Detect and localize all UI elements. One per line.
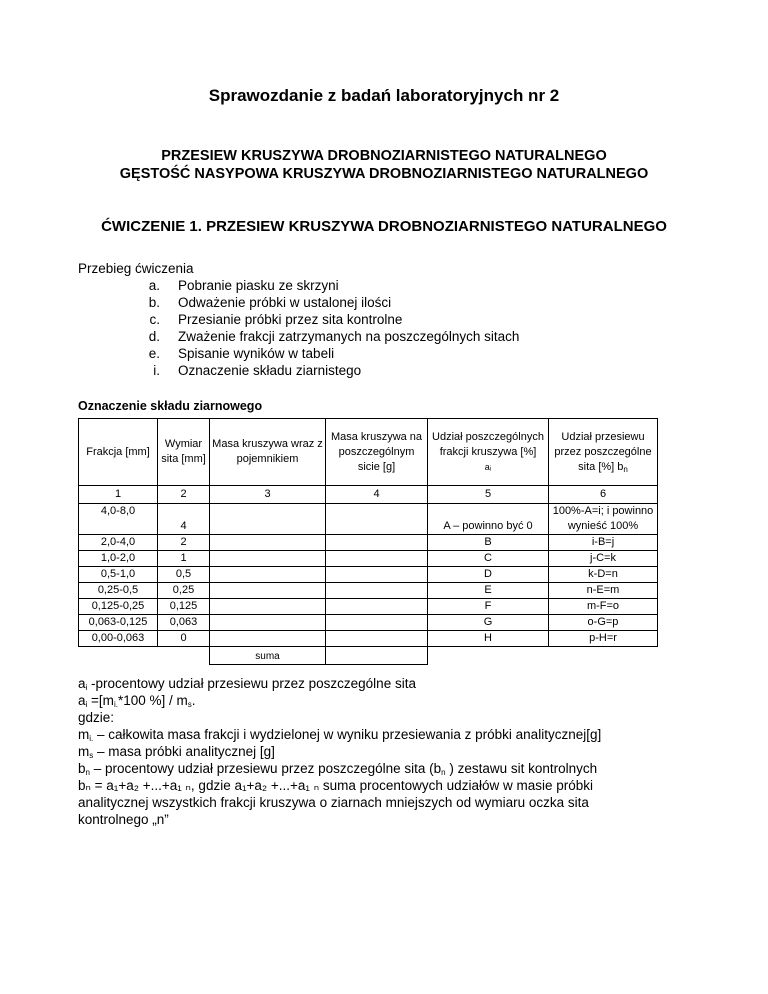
frac-cell: 0,125-0,25 bbox=[79, 599, 158, 615]
c6-cell: m-F=o bbox=[549, 599, 658, 615]
sieve-cell: 0,5 bbox=[158, 567, 210, 583]
empty-cell bbox=[210, 504, 326, 535]
sieve-cell: 0 bbox=[158, 631, 210, 647]
sum-label: suma bbox=[210, 647, 326, 665]
c5-cell: D bbox=[428, 567, 549, 583]
table-header-row bbox=[79, 419, 658, 486]
c6-cell: 100%-A=i; i powinno wynieść 100% bbox=[549, 504, 658, 535]
column-number-row bbox=[79, 486, 658, 504]
c5-cell: G bbox=[428, 615, 549, 631]
step-item: e. Spisanie wyników w tabeli bbox=[148, 346, 335, 361]
header-udzial: Udział poszczególnych frakcji kruszywa [%] aᵢ bbox=[428, 419, 549, 486]
note-line: $m_{i.}$ – całkowita masa frakcji i wydzielonej w wyniku przesiewania z próbki analitycznej[g] bbox=[78, 727, 602, 743]
table-row bbox=[79, 535, 658, 551]
frac-cell: 4,0-8,0 bbox=[79, 504, 158, 535]
c5-cell: E bbox=[428, 583, 549, 599]
note-line: $a_i$ -procentowy udział przesiewu przez poszczególne sita bbox=[78, 676, 416, 692]
frac-cell: 2,0-4,0 bbox=[79, 535, 158, 551]
subtitle-2: GĘSTOŚĆ NASYPOWA KRUSZYWA DROBNOZIARNISTEGO NATURALNEGO bbox=[119, 166, 649, 182]
blank-cell bbox=[549, 647, 658, 665]
note-line: $b_n$ – procentowy udział przesiewu przez poszczególne sita ($b_n$ ) zestawu sit kontrolnych bbox=[78, 761, 598, 777]
header-frakcja: Frakcja [mm] bbox=[79, 419, 158, 486]
empty-cell bbox=[326, 551, 428, 567]
step-item: i. Oznaczenie składu ziarnistego bbox=[153, 363, 362, 378]
subtitle-1: PRZESIEW KRUSZYWA DROBNOZIARNISTEGO NATURALNEGO bbox=[161, 148, 607, 164]
c6-cell: p-H=r bbox=[549, 631, 658, 647]
table-row bbox=[79, 504, 658, 535]
header-wymiar: Wymiar sita [mm] bbox=[158, 419, 210, 486]
col-number: 6 bbox=[549, 486, 658, 504]
empty-cell bbox=[210, 583, 326, 599]
note-line: analitycznej wszystkich frakcji kruszywa o ziarnach mniejszych od wymiaru oczka sita bbox=[78, 795, 589, 810]
note-line: gdzie: bbox=[78, 710, 115, 725]
empty-cell bbox=[210, 535, 326, 551]
step-item: c. Przesianie próbki przez sita kontrolne bbox=[149, 312, 403, 327]
empty-cell bbox=[210, 599, 326, 615]
sieve-cell: 0,063 bbox=[158, 615, 210, 631]
note-line: bₙ = a₁+a₂ +...+a₁ ₙ, gdzie a₁+a₂ +...+a₁ ₙ suma procentowych udziałów w masie próbki bbox=[78, 778, 593, 793]
table-row bbox=[79, 631, 658, 647]
empty-cell bbox=[326, 567, 428, 583]
sieve-cell: 0,25 bbox=[158, 583, 210, 599]
table-row bbox=[79, 583, 658, 599]
frac-cell: 0,00-0,063 bbox=[79, 631, 158, 647]
empty-cell bbox=[210, 631, 326, 647]
frac-cell: 0,063-0,125 bbox=[79, 615, 158, 631]
sum-value bbox=[326, 647, 428, 665]
col-number: 4 bbox=[326, 486, 428, 504]
table-row bbox=[79, 551, 658, 567]
step-item: b. Odważenie próbki w ustalonej ilości bbox=[148, 295, 392, 310]
blank-cell bbox=[79, 647, 158, 665]
table-row bbox=[79, 567, 658, 583]
empty-cell bbox=[326, 599, 428, 615]
c5-cell: F bbox=[428, 599, 549, 615]
c6-cell: n-E=m bbox=[549, 583, 658, 599]
note-line: $m_s$ – masa próbki analitycznej [g] bbox=[78, 744, 275, 760]
frac-cell: 1,0-2,0 bbox=[79, 551, 158, 567]
c5-cell: B bbox=[428, 535, 549, 551]
c5-cell: A – powinno być 0 bbox=[428, 504, 549, 535]
col-number: 3 bbox=[210, 486, 326, 504]
c6-cell: i-B=j bbox=[549, 535, 658, 551]
report-title: Sprawozdanie z badań laboratoryjnych nr 2 bbox=[208, 86, 560, 105]
blank-cell bbox=[158, 647, 210, 665]
c6-cell: j-C=k bbox=[549, 551, 658, 567]
empty-cell bbox=[326, 583, 428, 599]
empty-cell bbox=[326, 504, 428, 535]
sieve-cell: 2 bbox=[158, 535, 210, 551]
c6-cell: o-G=p bbox=[549, 615, 658, 631]
note-line: kontrolnego „n” bbox=[78, 812, 169, 827]
empty-cell bbox=[210, 567, 326, 583]
sieve-table bbox=[78, 418, 658, 665]
exercise-heading: ĆWICZENIE 1. PRZESIEW KRUSZYWA DROBNOZIARNISTEGO NATURALNEGO bbox=[101, 218, 667, 235]
frac-cell: 0,25-0,5 bbox=[79, 583, 158, 599]
empty-cell bbox=[210, 615, 326, 631]
empty-cell bbox=[326, 631, 428, 647]
c5-cell: C bbox=[428, 551, 549, 567]
header-masa-pojemnik: Masa kruszywa wraz z pojemnikiem bbox=[210, 419, 326, 486]
sieve-cell: 1 bbox=[158, 551, 210, 567]
step-item: d. Zważenie frakcji zatrzymanych na poszczególnych sitach bbox=[148, 329, 520, 344]
empty-cell bbox=[326, 535, 428, 551]
frac-cell: 0,5-1,0 bbox=[79, 567, 158, 583]
col-number: 1 bbox=[79, 486, 158, 504]
col-number: 5 bbox=[428, 486, 549, 504]
table-row bbox=[79, 599, 658, 615]
header-masa-sito: Masa kruszywa na poszczególnym sicie [g] bbox=[326, 419, 428, 486]
empty-cell bbox=[210, 551, 326, 567]
c6-cell: k-D=n bbox=[549, 567, 658, 583]
table-row bbox=[79, 615, 658, 631]
header-przesiew: Udział przesiewu przez poszczególne sita [%] $b_n$ bbox=[549, 419, 658, 486]
note-line: $a_i =[m_{i.}*100$ %] / $m_s$. bbox=[78, 693, 196, 709]
sieve-cell: 0,125 bbox=[158, 599, 210, 615]
sum-row bbox=[79, 647, 658, 665]
section-heading: Oznaczenie składu ziarnowego bbox=[78, 399, 263, 413]
sieve-cell: 4 bbox=[158, 504, 210, 535]
step-item: a. Pobranie piasku ze skrzyni bbox=[148, 278, 339, 293]
blank-cell bbox=[428, 647, 549, 665]
empty-cell bbox=[326, 615, 428, 631]
col-number: 2 bbox=[158, 486, 210, 504]
c5-cell: H bbox=[428, 631, 549, 647]
procedure-heading: Przebieg ćwiczenia bbox=[78, 261, 194, 276]
